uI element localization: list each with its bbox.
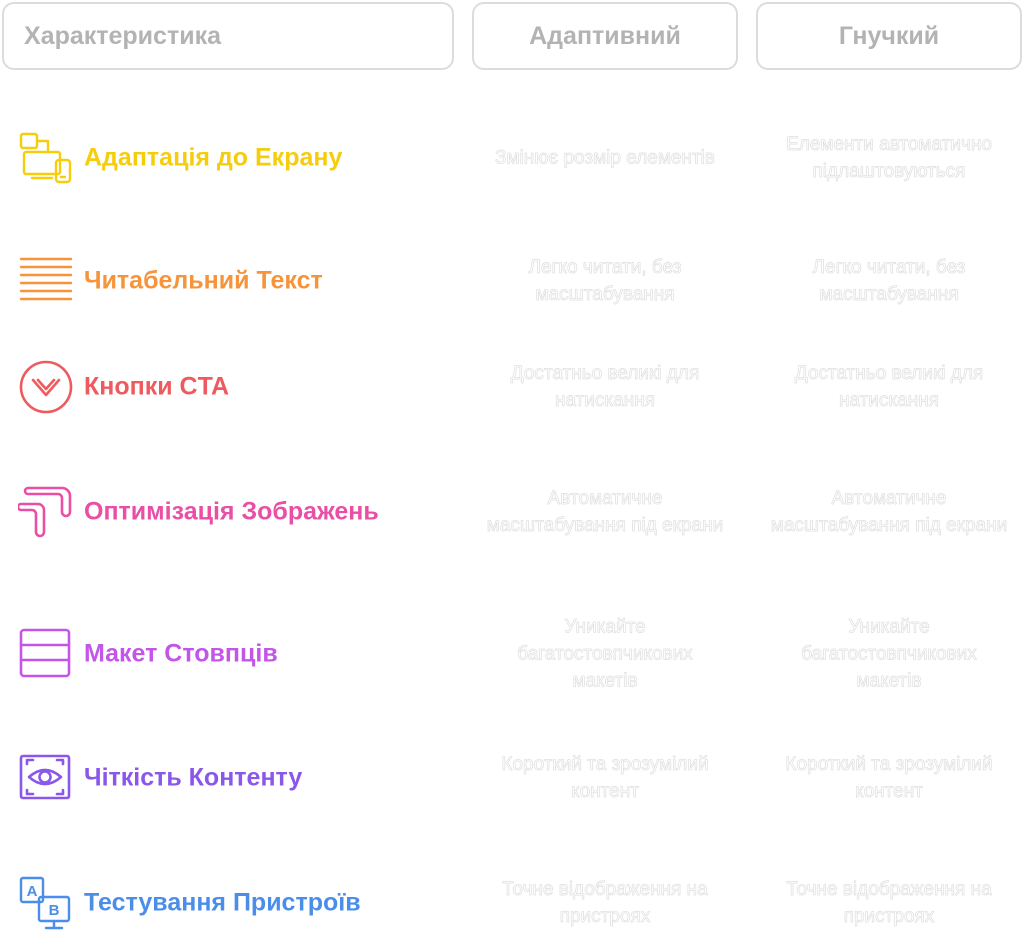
header-flexible-label: Гнучкий [838,21,940,50]
flexible-cell: Достатньо великі для натискання [794,363,984,411]
flexible-cell: Легко читати, без масштабування [812,257,966,305]
adaptive-cell: Достатньо великі для натискання [510,363,700,411]
feature-label: Оптимізація Зображень [84,497,379,526]
feature-label: Адаптація до Екрану [84,143,343,172]
svg-text:B: B [48,902,60,919]
feature-label: Чіткість Контенту [84,763,303,792]
header-feature-label: Характеристика [24,21,221,50]
devices-icon [18,130,74,186]
adaptive-cell: Уникайте багатостовпчикових макетів [517,616,693,692]
adaptive-cell: Точне відображення на пристроях [502,879,708,927]
adaptive-cell: Короткий та зрозумілий контент [501,754,709,802]
ab-test-icon [18,875,74,931]
flexible-cell: Уникайте багатостовпчикових макетів [801,616,977,692]
feature-label: Макет Стовпців [84,639,278,668]
feature-label: Читабельний Текст [84,266,323,295]
flexible-cell: Короткий та зрозумілий контент [785,754,993,802]
adaptive-cell: Змінює розмір елементів [495,147,715,169]
flexible-cell: Автоматичне масштабування під екрани [770,488,1008,536]
crop-icon [18,484,74,540]
svg-text:A: A [26,883,38,900]
flexible-cell: Елементи автоматично підлаштовуються [786,134,992,182]
feature-label: Кнопки CTA [84,372,230,401]
header-flexible-cell [756,2,1022,70]
chevron-circle-icon [18,359,74,415]
header-feature-cell [2,2,454,70]
feature-label: Тестування Пристроїв [84,888,361,917]
header-adaptive-label: Адаптивний [529,21,681,50]
flexible-cell: Точне відображення на пристроях [786,879,992,927]
eye-frame-icon [18,750,74,806]
header-adaptive-cell [472,2,738,70]
columns-layout-icon [18,626,74,682]
text-lines-icon [18,253,74,309]
adaptive-cell: Автоматичне масштабування під екрани [486,488,724,536]
adaptive-cell: Легко читати, без масштабування [528,257,682,305]
